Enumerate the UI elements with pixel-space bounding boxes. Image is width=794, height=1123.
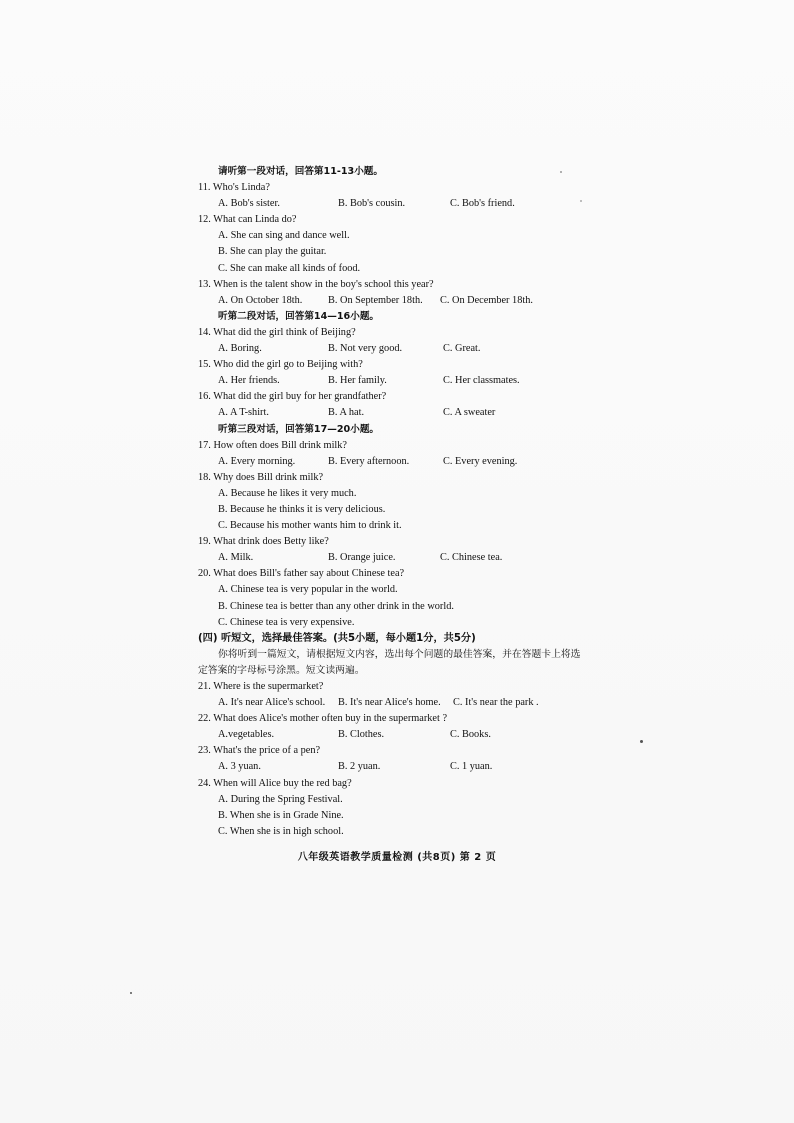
option-22-a: A.vegetables. xyxy=(218,729,275,741)
part4-instruction-line1: 你将听到一篇短文，请根据短文内容，选出每个问题的最佳答案，并在答题卡上将选 xyxy=(218,648,581,660)
option-23-a: A. 3 yuan. xyxy=(218,761,261,773)
option-23-c: C. 1 yuan. xyxy=(450,761,493,773)
options-23 xyxy=(198,759,638,775)
option-17-b: B. Every afternoon. xyxy=(328,455,410,467)
option-21-c: C. It's near the park . xyxy=(453,697,539,709)
part4-instruction-line2: 定答案的字母标号涂黑。短文读两遍。 xyxy=(198,664,365,676)
option-20-a: A. Chinese tea is very popular in the world. xyxy=(218,584,398,596)
section-instruction-3: 听第三段对话，回答第17—20小题。 xyxy=(218,423,380,435)
option-13-a: A. On October 18th. xyxy=(218,294,303,306)
question-12: 12. What can Linda do? xyxy=(198,214,297,226)
option-22-c: C. Books. xyxy=(450,729,491,741)
option-22-b: B. Clothes. xyxy=(338,729,385,741)
option-20-b: B. Chinese tea is better than any other drink in the world. xyxy=(218,600,454,612)
option-17-a: A. Every morning. xyxy=(218,455,296,467)
section-instruction-1: 请听第一段对话，回答第11-13小题。 xyxy=(218,166,383,177)
question-14: 14. What did the girl think of Beijing? xyxy=(198,326,356,338)
scan-speck xyxy=(640,740,643,743)
option-16-b: B. A hat. xyxy=(328,407,365,419)
listening-section xyxy=(198,164,638,840)
question-17: 17. How often does Bill drink milk? xyxy=(198,439,348,451)
question-16: 16. What did the girl buy for her grandfather? xyxy=(198,391,387,403)
options-16 xyxy=(198,405,638,421)
option-14-b: B. Not very good. xyxy=(328,343,403,355)
question-11: 11. Who's Linda? xyxy=(198,182,270,194)
options-19 xyxy=(198,550,638,566)
options-22 xyxy=(198,727,638,743)
question-21: 21. Where is the supermarket? xyxy=(198,681,324,692)
part4-heading: (四) 听短文，选择最佳答案。(共5小题，每小题1分，共5分) xyxy=(198,632,476,644)
option-11-a: A. Bob's sister. xyxy=(218,198,280,210)
option-16-c: C. A sweater xyxy=(443,407,496,419)
page-footer: 八年级英语教学质量检测 (共8页) 第 2 页 xyxy=(297,852,497,863)
option-24-a: A. During the Spring Festival. xyxy=(218,793,343,805)
option-17-c: C. Every evening. xyxy=(443,455,518,467)
option-20-c: C. Chinese tea is very expensive. xyxy=(218,616,355,628)
scan-speck xyxy=(560,171,562,173)
option-12-c: C. She can make all kinds of food. xyxy=(218,262,361,274)
option-11-c: C. Bob's friend. xyxy=(450,198,515,210)
options-14 xyxy=(198,341,638,357)
question-18: 18. Why does Bill drink milk? xyxy=(198,471,324,483)
section-instruction-2: 听第二段对话，回答第14—16小题。 xyxy=(218,310,380,322)
option-21-b: B. It's near Alice's home. xyxy=(338,697,441,709)
option-18-a: A. Because he likes it very much. xyxy=(218,487,357,499)
question-19: 19. What drink does Betty like? xyxy=(198,536,329,548)
option-24-c: C. When she is in high school. xyxy=(218,825,344,837)
question-15: 15. Who did the girl go to Beijing with? xyxy=(198,359,363,371)
question-23: 23. What's the price of a pen? xyxy=(198,745,321,757)
option-23-b: B. 2 yuan. xyxy=(338,761,381,773)
question-24: 24. When will Alice buy the red bag? xyxy=(198,777,352,789)
option-14-c: C. Great. xyxy=(443,343,481,355)
options-11 xyxy=(198,196,638,212)
option-14-a: A. Boring. xyxy=(218,343,262,355)
options-21 xyxy=(198,695,638,711)
options-17 xyxy=(198,454,638,470)
option-15-c: C. Her classmates. xyxy=(443,375,520,387)
option-13-b: B. On September 18th. xyxy=(328,294,423,306)
scan-speck xyxy=(580,200,582,202)
option-18-b: B. Because he thinks it is very delicious. xyxy=(218,503,386,515)
option-18-c: C. Because his mother wants him to drink it. xyxy=(218,520,402,532)
question-20: 20. What does Bill's father say about Chinese tea? xyxy=(198,568,405,580)
scan-speck xyxy=(130,992,132,994)
option-15-a: A. Her friends. xyxy=(218,375,280,387)
question-13: 13. When is the talent show in the boy's school this year? xyxy=(198,278,434,290)
question-22: 22. What does Alice's mother often buy in the supermarket ? xyxy=(198,713,448,725)
options-13 xyxy=(198,293,638,309)
option-15-b: B. Her family. xyxy=(328,375,387,387)
option-16-a: A. A T-shirt. xyxy=(218,407,269,419)
option-19-b: B. Orange juice. xyxy=(328,552,396,564)
option-13-c: C. On December 18th. xyxy=(440,294,533,306)
option-12-a: A. She can sing and dance well. xyxy=(218,230,350,242)
options-15 xyxy=(198,373,638,389)
option-21-a: A. It's near Alice's school. xyxy=(218,697,326,709)
option-24-b: B. When she is in Grade Nine. xyxy=(218,809,344,821)
option-11-b: B. Bob's cousin. xyxy=(338,198,406,210)
option-12-b: B. She can play the guitar. xyxy=(218,246,327,258)
option-19-c: C. Chinese tea. xyxy=(440,552,503,564)
option-19-a: A. Milk. xyxy=(218,552,254,564)
